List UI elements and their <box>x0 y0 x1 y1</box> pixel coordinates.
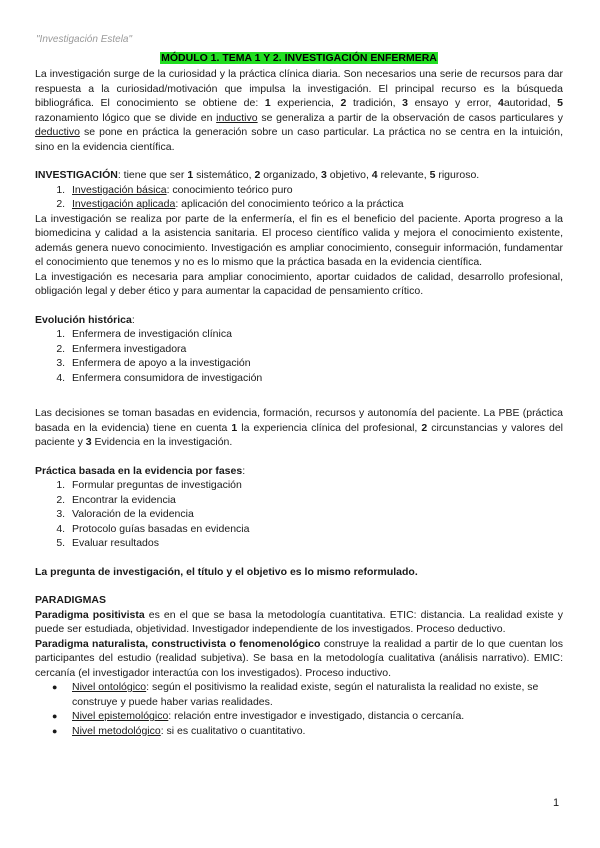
list-item: 1. Formular preguntas de investigación <box>68 478 563 493</box>
list-item: 4. Protocolo guías basadas en evidencia <box>68 522 563 537</box>
evolucion-heading: Evolución histórica: <box>35 313 135 326</box>
list-item: 1. Enfermera de investigación clínica <box>68 327 563 342</box>
fases-list <box>35 478 563 551</box>
investigacion-definition: INVESTIGACIÓN: tiene que ser 1 sistemático, 2 organizado, 3 objetivo, 4 relevante, 5 riguroso. <box>35 169 480 181</box>
evolucion-list <box>35 327 563 385</box>
list-item: 1. Investigación básica: conocimiento teórico puro <box>68 183 563 198</box>
list-item: 3. Valoración de la evidencia <box>68 507 563 522</box>
list-item: 2. Investigación aplicada: aplicación del conocimiento teórico a la práctica <box>68 197 563 212</box>
list-item: 3. Enfermera de apoyo a la investigación <box>68 356 563 371</box>
list-item: 2. Enfermera investigadora <box>68 342 563 357</box>
niveles-list <box>35 680 563 738</box>
list-item: 5. Evaluar resultados <box>68 536 563 551</box>
intro-paragraph: La investigación surge de la curiosidad y la práctica clínica diaria. Son necesarios una serie de recursos para dar respuesta a la curiosidad/motivación que impulsa la investigación. El principal recurso es la búsqueda bibliográfica. El conocimiento se obtiene de: 1 experiencia, 2 tradición, 3 ensayo y error, 4autoridad, 5 razonamiento lógico que se divide en inductivo se generaliza a partir de la observación de casos particulares y deductivo se pone en práctica la generación sobre un caso particular. La práctica no se centra en la intuición, sino en la evidencia científica. <box>35 68 563 153</box>
investigacion-types-list <box>35 183 563 212</box>
inductivo-term: inductivo <box>216 111 258 124</box>
deductivo-term: deductivo <box>35 126 80 138</box>
list-item: ● Nivel metodológico: si es cualitativo o cuantitativo. <box>68 724 563 739</box>
list-item: 2. Encontrar la evidencia <box>68 493 563 508</box>
investigacion-paragraph-1: La investigación se realiza por parte de la enfermería, el fin es el beneficio del paciente. Aporta progreso a la biomedicina y calidad a la asistencia sanitaria. El proceso científico valida y mejora el conocimiento existente, además genera nuevo conocimiento. Investigación es ampliar conocimiento, conseguir información, fundamentar el conocimiento que tenemos y no es lo mismo que la práctica basada en la evidencia científica. <box>35 212 563 268</box>
investigacion-label: INVESTIGACIÓN <box>35 169 118 181</box>
paradigma-naturalista: Paradigma naturalista, constructivista o fenomenológico construye la realidad a partir de lo que cuentan los participantes del estudio (realidad subjetiva). Se basa en la metodología cualitativa (análisis narrativo). EMIC: cercanía (el investigador interactúa con los investigados). Proceso inductivo. <box>35 637 563 679</box>
header-watermark: "Investigación Estela" <box>36 34 133 45</box>
list-item: ● Nivel ontológico: según el positivismo la realidad existe, según el naturalista la realidad no existe, se construye y puede haber varias realidades. <box>68 680 563 709</box>
pregunta-statement: La pregunta de investigación, el título y el objetivo es lo mismo reformulado. <box>35 565 418 578</box>
list-item: ● Nivel epistemológico: relación entre investigador e investigado, distancia o cercanía. <box>68 709 563 724</box>
paradigmas-heading: PARADIGMAS <box>35 594 106 606</box>
module-title: MÓDULO 1. TEMA 1 Y 2. INVESTIGACIÓN ENFERMERA <box>161 52 437 64</box>
fases-heading: Práctica basada en la evidencia por fases: <box>35 464 246 477</box>
paradigma-positivista: Paradigma positivista es en el que se basa la metodología cuantitativa. ETIC: distancia. La realidad existe y puede ser estudiada, objetividad. Investigador independiente de los investigados. Proceso deductivo. <box>35 608 564 635</box>
document-body <box>35 51 563 738</box>
decisiones-paragraph: Las decisiones se toman basadas en evidencia, formación, recursos y autonomía del paciente. La PBE (práctica basada en la evidencia) tiene en cuenta 1 la experiencia clínica del profesional, 2 circunstancias y valores del paciente y 3 Evidencia en la investigación. <box>35 407 563 448</box>
page-number: 1 <box>553 797 560 809</box>
title-line <box>35 51 563 66</box>
list-item: 4. Enfermera consumidora de investigación <box>68 371 563 386</box>
investigacion-paragraph-2: La investigación es necesaria para ampliar conocimiento, aportar cuidados de calidad, desarrollo profesional, obligación legal y deber ético y para aumentar la capacidad de pensamiento crítico. <box>35 270 563 297</box>
